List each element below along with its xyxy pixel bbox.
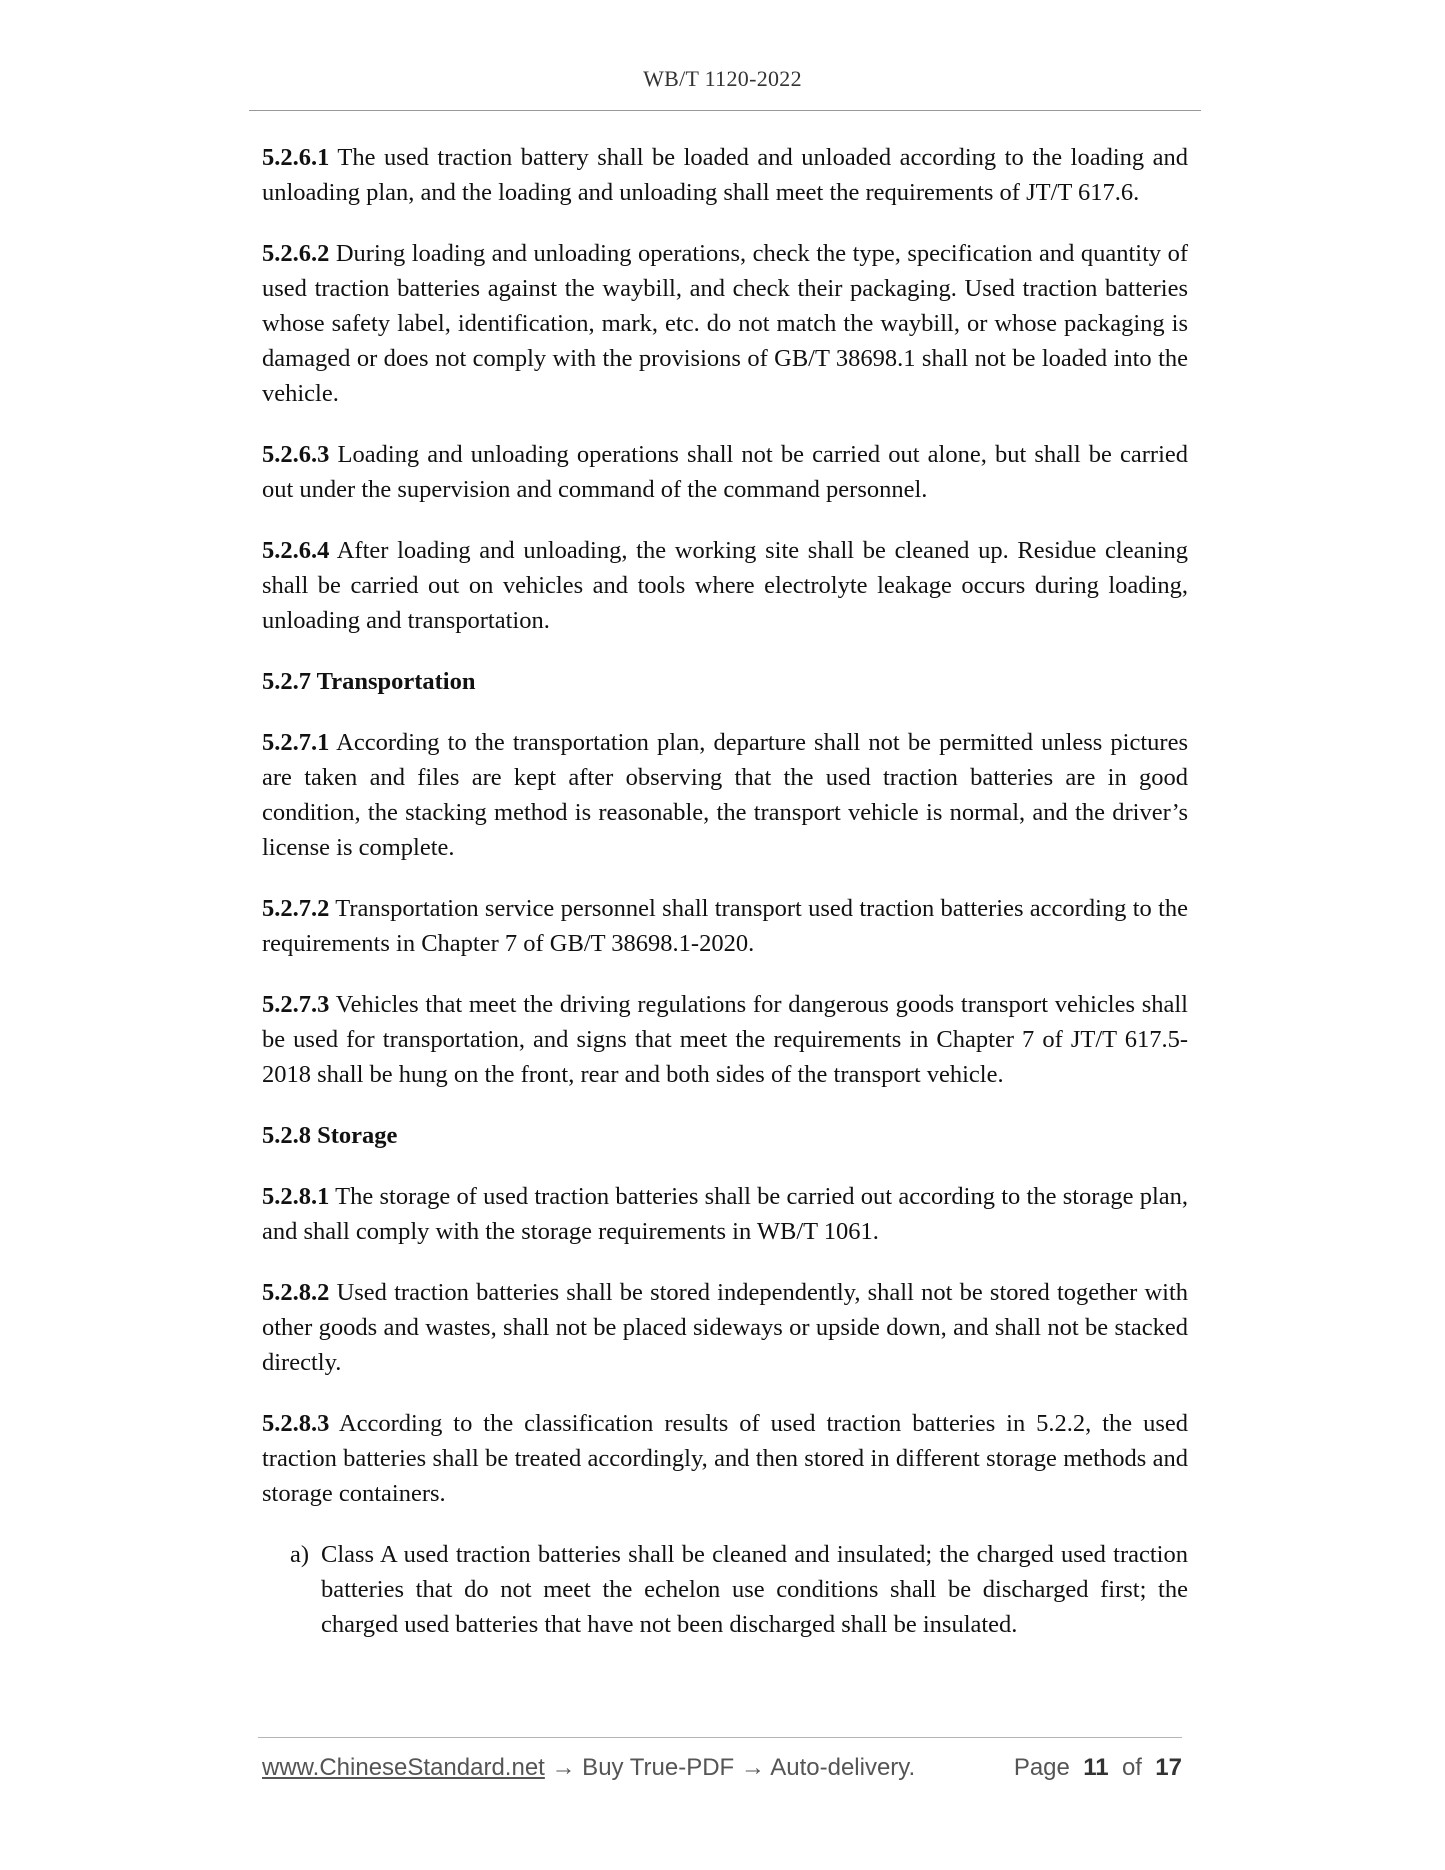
footer-promo xyxy=(262,1754,915,1782)
section-heading-transportation: 5.2.7 Transportation xyxy=(262,668,476,695)
clause-text: Used traction batteries shall be stored independently, shall not be stored together with other goods and wastes, shall not be placed sideways or upside down, and shall not be stacked directly. xyxy=(262,1279,1188,1376)
clause-5-2-6-4 xyxy=(262,533,1188,638)
section-heading-storage: 5.2.8 Storage xyxy=(262,1122,398,1149)
page-current: 11 xyxy=(1083,1754,1109,1781)
clause-number: 5.2.8.1 xyxy=(262,1183,330,1210)
page-indicator xyxy=(1014,1754,1182,1782)
page-label: Page xyxy=(1013,1754,1070,1781)
clause-5-2-6-3 xyxy=(262,437,1188,507)
clause-5-2-8-1 xyxy=(262,1179,1188,1249)
clause-number: 5.2.6.1 xyxy=(262,144,330,171)
clause-number: 5.2.6.4 xyxy=(262,537,330,564)
clause-text: Vehicles that meet the driving regulations for dangerous goods transport vehicles shall be used for transportation, and signs that meet the requirements in Chapter 7 of JT/T 617.5-2018 shall be hung on the front, rear and both sides of the transport vehicle. xyxy=(262,991,1188,1088)
clause-5-2-7-1 xyxy=(262,725,1188,865)
clause-5-2-8-2 xyxy=(262,1275,1188,1380)
clause-text: According to the classification results of used traction batteries in 5.2.2, the used traction batteries shall be treated accordingly, and then stored in different storage methods and storage containers. xyxy=(262,1410,1188,1507)
clause-number: 5.2.6.2 xyxy=(262,240,330,267)
clause-5-2-7-3 xyxy=(262,987,1188,1092)
clause-text: According to the transportation plan, departure shall not be permitted unless pictures are taken and files are kept after observing that the used traction batteries are in good condition, the stacking method is reasonable, the transport vehicle is normal, and the driver’s license is complete. xyxy=(262,729,1188,861)
clause-text: Transportation service personnel shall transport used traction batteries according to the requirements in Chapter 7 of GB/T 38698.1-2020. xyxy=(262,895,1188,957)
clause-5-2-6-1 xyxy=(262,140,1188,210)
clause-number: 5.2.6.3 xyxy=(262,441,330,468)
clause-5-2-6-2 xyxy=(262,236,1188,411)
clause-text: The storage of used traction batteries shall be carried out according to the storage plan, and shall comply with the storage requirements in WB/T 1061. xyxy=(262,1183,1188,1245)
document-footer xyxy=(262,1754,1182,1784)
footer-divider xyxy=(258,1737,1182,1738)
footer-promo-text: → Buy True-PDF → Auto-delivery. xyxy=(544,1754,916,1781)
clause-text: Loading and unloading operations shall not be carried out alone, but shall be carried out under the supervision and command of the command personnel. xyxy=(262,441,1188,503)
clause-number: 5.2.7.3 xyxy=(262,991,330,1018)
clause-text: The used traction battery shall be loaded and unloaded according to the loading and unloading plan, and the loading and unloading shall meet the requirements of JT/T 617.6. xyxy=(262,144,1188,206)
website-link[interactable]: www.ChineseStandard.net xyxy=(262,1754,545,1781)
clause-number: 5.2.8.3 xyxy=(262,1410,330,1437)
list-item xyxy=(290,1537,1188,1642)
page-of-label: of xyxy=(1121,1754,1142,1781)
clause-number: 5.2.7.1 xyxy=(262,729,330,756)
clause-number: 5.2.7.2 xyxy=(262,895,330,922)
clause-5-2-7-2 xyxy=(262,891,1188,961)
document-header: WB/T 1120-2022 xyxy=(643,66,802,91)
header-divider xyxy=(249,110,1201,111)
page-total: 17 xyxy=(1155,1754,1182,1781)
list-item-text: Class A used traction batteries shall be cleaned and insulated; the charged used traction batteries that do not meet the echelon use conditions shall be discharged first; the charged used batteries that have not been discharged shall be insulated. xyxy=(321,1541,1188,1638)
clause-text: After loading and unloading, the working site shall be cleaned up. Residue cleaning shall be carried out on vehicles and tools where electrolyte leakage occurs during loading, unloading and transportation. xyxy=(262,537,1188,634)
document-body xyxy=(262,140,1188,1642)
clause-5-2-8-3 xyxy=(262,1406,1188,1511)
clause-number: 5.2.8.2 xyxy=(262,1279,330,1306)
clause-text: During loading and unloading operations, check the type, specification and quantity of used traction batteries against the waybill, and check their packaging. Used traction batteries whose safety label, identification, mark, etc. do not match the waybill, or whose packaging is damaged or does not comply with the provisions of GB/T 38698.1 shall not be loaded into the vehicle. xyxy=(262,240,1188,407)
list-marker: a) xyxy=(290,1541,310,1568)
storage-list xyxy=(290,1537,1188,1642)
